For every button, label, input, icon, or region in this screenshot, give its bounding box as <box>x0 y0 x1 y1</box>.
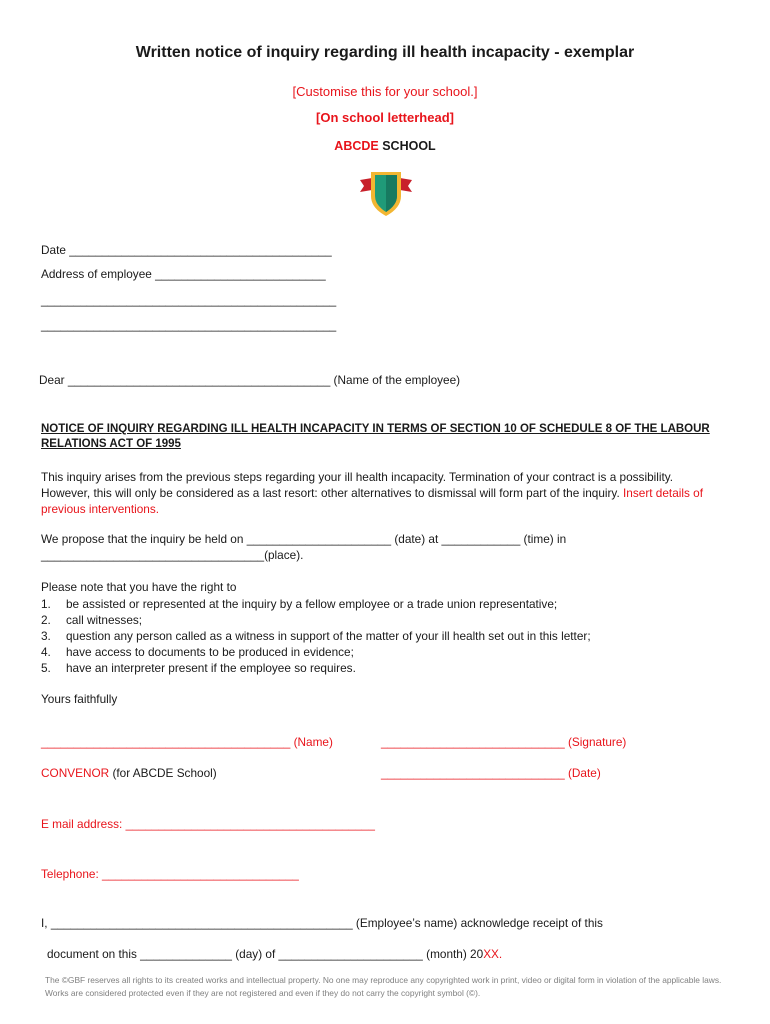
signature-date-line[interactable]: ____________________________ (Date) <box>381 766 601 780</box>
notice-paragraph: This inquiry arises from the previous steps regarding your ill health incapacity. Termination of your contract is a possibility. However, this will only be considered as a last resort: other alternatives to dismissal will form part of the inquiry. Insert details of previous interventions. <box>41 470 704 516</box>
telephone-line[interactable]: Telephone: ______________________________ <box>41 867 299 881</box>
rights-item: 2. call witnesses; <box>41 613 143 627</box>
date-line[interactable]: Date ________________________________________ <box>41 243 332 257</box>
rights-intro: Please note that you have the right to <box>41 580 237 594</box>
closing: Yours faithfully <box>41 692 118 706</box>
convenor-label: CONVENOR (for ABCDE School) <box>41 766 217 780</box>
acknowledgement-line-1[interactable]: I, ______________________________________________ (Employee’s name) acknowledge receipt of this <box>41 916 603 930</box>
customise-note: [Customise this for your school.] <box>292 84 478 99</box>
propose-line-1[interactable]: We propose that the inquiry be held on ______________________ (date) at ____________ (time) in <box>41 532 567 546</box>
signature-line[interactable]: ____________________________ (Signature) <box>381 735 627 749</box>
address-blank-line-1[interactable]: _____________________________________________ <box>41 293 337 307</box>
school-name-red: ABCDE <box>334 139 379 153</box>
dear-line[interactable]: Dear ________________________________________ (Name of the employee) <box>39 373 461 387</box>
propose-line-2[interactable]: __________________________________(place). <box>41 548 304 562</box>
email-line[interactable]: E mail address: ______________________________________ <box>41 817 375 831</box>
page-title: Written notice of inquiry regarding ill health incapacity - exemplar <box>135 44 635 61</box>
rights-item: 4. have access to documents to be produced in evidence; <box>41 645 354 659</box>
acknowledgement-line-2[interactable]: document on this ______________ (day) of ______________________ (month) 20XX. <box>47 947 503 961</box>
rights-item: 3. question any person called as a witness in support of the matter of your ill health set out in this letter; <box>41 629 591 643</box>
school-name <box>0 139 770 153</box>
rights-item: 1. be assisted or represented at the inquiry by a fellow employee or a trade union representative; <box>41 597 558 611</box>
address-line[interactable]: Address of employee __________________________ <box>41 267 326 281</box>
address-blank-line-2[interactable]: _____________________________________________ <box>41 318 337 332</box>
notice-heading: NOTICE OF INQUIRY REGARDING ILL HEALTH INCAPACITY IN TERMS OF SECTION 10 OF SCHEDULE 8 OF THE LABOUR RELATIONS ACT OF 1995 <box>41 423 710 450</box>
school-crest-icon <box>358 166 414 218</box>
convenor-name-line[interactable]: ______________________________________ (Name) <box>41 735 333 749</box>
previous-interventions-note: Insert details of previous interventions. <box>41 486 704 516</box>
letterhead-note: [On school letterhead] <box>316 110 454 125</box>
rights-item: 5. have an interpreter present if the employee so requires. <box>41 661 356 675</box>
school-name-rest: SCHOOL <box>378 139 436 153</box>
copyright-footer: The ©GBF reserves all rights to its created works and intellectual property. No one may reproduce any copyrighted work in print, video or digital form in violation of the applicable laws. Works are considered protected even if they are not registered and even if they do not carry the copyright symbol (©). <box>45 975 722 998</box>
